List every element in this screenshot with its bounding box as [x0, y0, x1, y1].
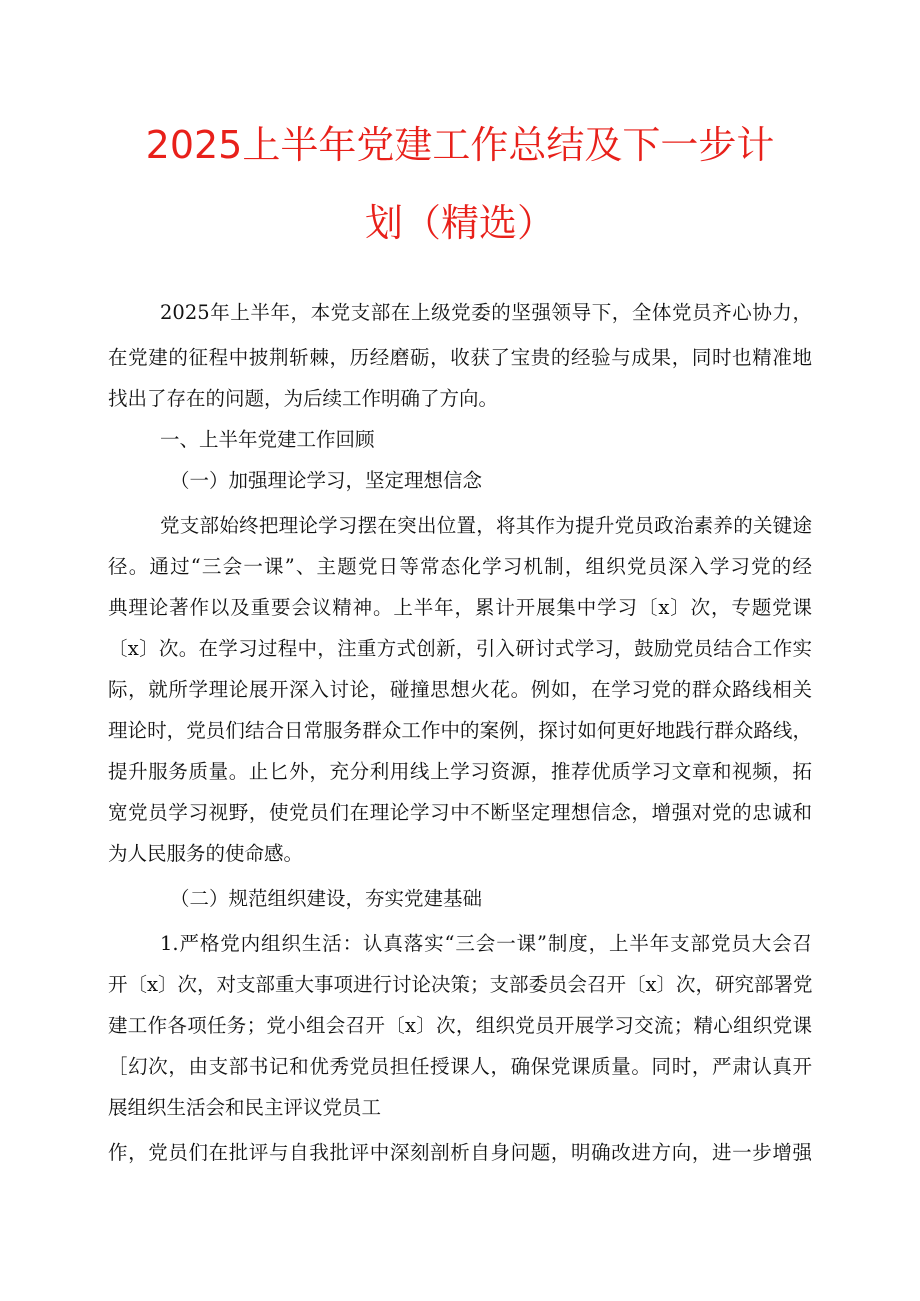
paragraph-line: 1.严格党内组织生活：认真落实“三会一课”制度，上半年支部党员大会召 [160, 932, 812, 955]
paragraph-line: 展组织生活会和民主评议党员工 [108, 1096, 382, 1119]
paragraph-line: 际，就所学理论展开深入讨论，碰撞思想火花。例如，在学习党的群众路线相关 [108, 678, 812, 701]
paragraph-line: 〔x〕次。在学习过程中，注重方式创新，引入研讨式学习，鼓励党员结合工作实 [108, 637, 812, 660]
section-heading: 一、上半年党建工作回顾 [160, 428, 375, 451]
paragraph-line: 建工作各项任务；党小组会召开〔x〕次，组织党员开展学习交流；精心组织党课 [108, 1014, 812, 1037]
paragraph-line: 径。通过“三会一课”、主题党日等常态化学习机制，组织党员深入学习党的经 [108, 555, 812, 578]
document-title-line-1: 2025上半年党建工作总结及下一步计 [145, 123, 775, 167]
paragraph-line: 理论时，党员们结合日常服务群众工作中的案例，探讨如何更好地践行群众路线， [108, 719, 812, 742]
document-title-line-2: 划（精选） [364, 201, 555, 245]
paragraph-line: 2025年上半年，本党支部在上级党委的坚强领导下，全体党员齐心协力， [160, 301, 812, 324]
paragraph-line: 为人民服务的使命感。 [108, 842, 304, 865]
paragraph-line: 作，党员们在批评与自我批评中深刻剖析自身问题，明确改进方向，进一步增强 [108, 1141, 812, 1164]
paragraph-line: 开〔x〕次，对支部重大事项进行讨论决策；支部委员会召开〔x〕次，研究部署党 [108, 973, 813, 996]
paragraph-line: 典理论著作以及重要会议精神。上半年，累计开展集中学习〔x〕次，专题党课 [108, 596, 812, 619]
subsection-heading: （二）规范组织建设，夯实党建基础 [170, 887, 483, 910]
paragraph-line: 党支部始终把理论学习摆在突出位置，将其作为提升党员政治素养的关键途 [160, 514, 812, 537]
subsection-heading: （一）加强理论学习，坚定理想信念 [170, 469, 483, 492]
paragraph-line: 提升服务质量。止匕外，充分利用线上学习资源，推荐优质学习文章和视频，拓 [108, 760, 812, 783]
paragraph-line: ［幻次，由支部书记和优秀党员担任授课人，确保党课质量。同时，严肃认真开 [108, 1055, 812, 1078]
paragraph-line: 在党建的征程中披荆斩棘，历经磨砺，收获了宝贵的经验与成果，同时也精准地 [108, 346, 812, 369]
paragraph-line: 宽党员学习视野，使党员们在理论学习中不断坚定理想信念，增强对党的忠诚和 [108, 801, 812, 824]
paragraph-line: 找出了存在的问题，为后续工作明确了方向。 [108, 387, 499, 410]
